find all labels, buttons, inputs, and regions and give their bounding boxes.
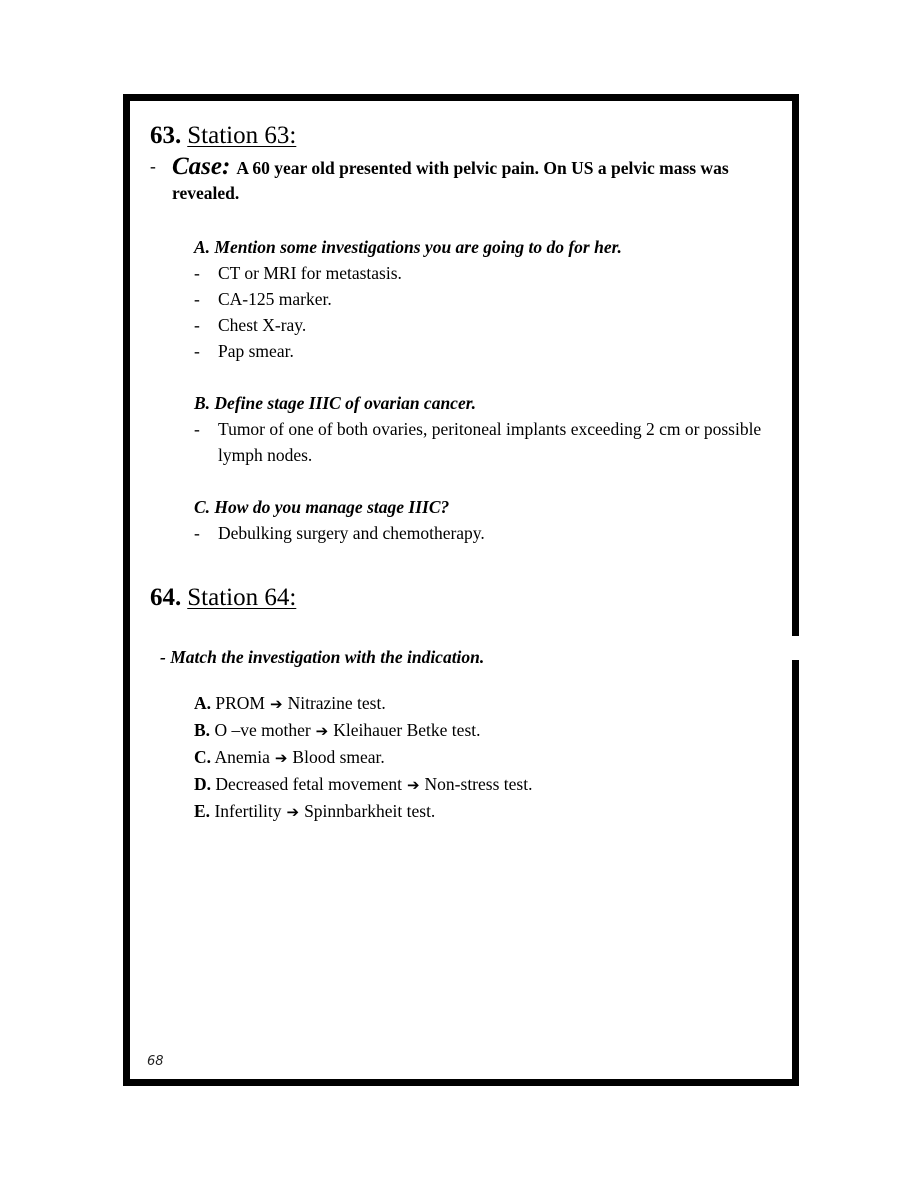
match-item-e: E. Infertility ➔ Spinnbarkheit test. <box>194 798 775 825</box>
answer-a-4: - Pap smear. <box>194 341 294 361</box>
question-c: C. How do you manage stage IIIC? <box>194 497 450 517</box>
match-item-b: B. O –ve mother ➔ Kleihauer Betke test. <box>194 717 775 744</box>
station-63-number: 63. <box>150 122 182 149</box>
answer-a-1: - CT or MRI for metastasis. <box>194 263 402 283</box>
arrow-icon: ➔ <box>274 749 288 767</box>
question-a: A. Mention some investigations you are going to do for her. <box>194 237 622 257</box>
station-64-heading <box>150 582 775 614</box>
arrow-icon: ➔ <box>286 803 300 821</box>
case-label: Case: <box>172 153 231 180</box>
station-64-number: 64. <box>150 584 182 611</box>
frame-gap <box>792 636 799 660</box>
match-item-c: C. Anemia ➔ Blood smear. <box>194 744 775 771</box>
arrow-icon: ➔ <box>315 722 329 740</box>
match-item-a: A. PROM ➔ Nitrazine test. <box>194 690 775 717</box>
station-63-heading <box>150 120 775 152</box>
page-content <box>150 120 775 825</box>
case-statement <box>150 154 775 206</box>
answer-a-2: - CA-125 marker. <box>194 289 332 309</box>
arrow-icon: ➔ <box>406 776 420 794</box>
case-text: A 60 year old presented with pelvic pain. On US a pelvic mass was revealed. <box>172 158 729 203</box>
station-64-title: Station 64: <box>187 584 297 611</box>
match-item-d: D. Decreased fetal movement ➔ Non-stress test. <box>194 771 775 798</box>
question-b: B. Define stage IIIC of ovarian cancer. <box>194 393 476 413</box>
case-dash: - <box>150 156 156 176</box>
answer-c-1: - Debulking surgery and chemotherapy. <box>194 523 485 543</box>
page-number: 68 <box>147 1054 164 1069</box>
answer-a-3: - Chest X-ray. <box>194 315 307 335</box>
arrow-icon: ➔ <box>270 695 283 713</box>
answer-b-1: - Tumor of one of both ovaries, peritoneal implants exceeding 2 cm or possible lymph nodes. <box>194 419 762 465</box>
station-63-title: Station 63: <box>187 122 297 149</box>
match-instruction: - Match the investigation with the indication. <box>160 647 485 667</box>
